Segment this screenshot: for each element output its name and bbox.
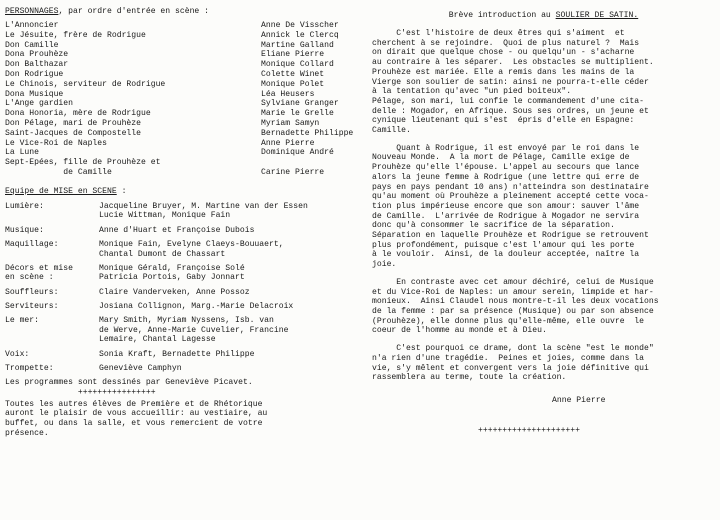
crew-heading-suffix: : [116,186,127,196]
crew-job: Voix: [5,349,30,359]
cast-role: Le Vice-Roi de Naples [5,138,107,148]
closing-note: Toutes les autres élèves de Première et de Rhétorique auront le plaisir de vous accueillir: au vestiaire, au buffet, ou dans la salle, et vous remercient de votre présence. [5,399,268,438]
cast-role: L'Annoncier [5,21,59,30]
crew-heading-title: Equipe de MISE en SCENE [5,186,117,196]
crew-row [5,302,360,312]
crew-row [5,288,360,298]
introduction-column [372,0,715,435]
cast-actor: Eliane Pierre [261,50,325,60]
cast-role: L'Ange gardien [5,99,73,109]
crew-row [5,364,360,374]
crew-row [5,264,360,283]
cast-row [5,129,360,139]
cast-role: Don Balthazar [5,60,69,70]
crew-job: Serviteurs: [5,301,59,311]
crew-names: Monique Gérald, Françoise Solé Patricia Portois, Gaby Jonnart [99,263,245,283]
introduction-title [372,11,715,21]
cast-actor: Monique Polet [261,79,325,89]
introduction-title-work: SOULIER DE SATIN. [555,11,639,20]
introduction-paragraph: C'est l'histoire de deux êtres qui s'aiment et cherchent à se rejoindre. Quoi de plus naturel ? Mais on dirait que quelque chose - ou quelqu'un - s'acharne au contraire à les séparer. Les obstacles se multiplient. Prouhèze est mariée. Elle a remis dans les mains de la Vierge son soulier de satin: ainsi ne pourra-t-elle céder à la tentation qu'avec "un pied boiteux". Pélage, son mari, lui confie le commandement d'une cita- delle : Mogador, en Afrique. Sous ses ordres, un jeune et cynique lieutenant qui s'est épris d'elle en Espagne: Camille. [372,29,654,136]
cast-role: Dona Honoria, mère de Rodrigue [5,109,151,119]
introduction-paragraph: C'est pourquoi ce drame, dont la scène "est le monde" n'a rien d'une tragédie. Peines et joies, comme dans la vie, s'y mêlent et convergent vers la joie définitive qui rassemblera au terme, toute la création. [372,344,654,383]
crew-names: Sonia Kraft, Bernadette Philippe [99,349,255,359]
separator-line: +++++++++++++++++++++ [478,425,580,435]
cast-row [5,70,360,80]
cast-role: Le Jésuite, frère de Rodrigue [5,30,146,40]
cast-row [5,148,360,158]
cast-row [5,31,360,41]
introduction-paragraph: En contraste avec cet amour déchiré, celui de Musique et du Vice-Roi de Naples: un amour serein, limpide et har- monieux. Ainsi Claudel nous montre-t-il les deux vocations de la femme : par sa présence (Musique) ou par son absence (Prouhèze), elle donne plus qu'elle-même, elle ouvre le coeur de l'homme au monde et à Dieu. [372,277,659,336]
cast-actor: Dominique André [261,148,334,158]
crew-names: Mary Smith, Myriam Nyssens, Isb. van de Werve, Anne-Marie Cuvelier, Francine Lemaire, Chantal Lagesse [99,316,289,345]
cast-row [5,139,360,149]
author-signature: Anne Pierre [552,395,606,405]
cast-row [5,60,360,70]
cast-actor: Anne Pierre [261,138,315,148]
cast-actor: Monique Collard [261,60,334,70]
crew-names: Geneviève Camphyn [99,363,182,373]
cast-and-crew-column [5,0,360,438]
cast-row [5,119,360,129]
crew-row [5,350,360,360]
cast-role: Don Rodrigue [5,69,64,79]
cast-row [5,168,360,178]
crew-names: Josiana Collignon, Marg.-Marie Delacroix [99,301,294,311]
crew-row [5,316,360,345]
crew-heading [5,187,360,198]
cast-actor: Léa Heusers [261,89,315,99]
separator-line: ++++++++++++++++ [5,387,156,397]
cast-role: Saint-Jacques de Compostelle [5,128,141,138]
cast-heading [5,7,360,18]
cast-actor: Myriam Samyn [261,118,320,128]
cast-heading-suffix: , par ordre d'entrée en scène : [58,7,210,16]
cast-role: Don Pélage, mari de Prouhèze [5,118,141,128]
cast-actor: Marie le Grelle [261,109,334,119]
cast-actor: Anne De Visscher [261,21,339,30]
crew-job: Musique: [5,225,44,235]
crew-list [5,202,360,374]
crew-row [5,240,360,259]
cast-role: de Camille [5,167,112,177]
cast-row [5,50,360,60]
cast-actor: Bernadette Philippe [261,128,354,138]
crew-row [5,202,360,221]
crew-job: Le mer: [5,316,39,326]
crew-job: Lumière: [5,201,44,211]
crew-job: Souffleurs: [5,287,59,297]
cast-row [5,109,360,119]
crew-names: Monique Fain, Evelyne Claeys-Bouuaert, Chantal Dumont de Chassart [99,239,284,259]
crew-names: Claire Vanderveken, Anne Possoz [99,287,250,297]
cast-row [5,80,360,90]
cast-role: La Lune [5,148,39,158]
cast-role: Dona Prouhèze [5,50,69,60]
cast-row [5,99,360,109]
cast-row [5,21,360,31]
cast-list [5,21,360,178]
cast-row [5,41,360,51]
programs-credit: Les programmes sont dessinés par Geneviève Picavet. [5,378,253,388]
crew-row [5,226,360,236]
introduction-paragraph: Quant à Rodrigue, il est envoyé par le roi dans le Nouveau Monde. A la mort de Pélage, Camille exige de Prouhèze qu'elle l'épouse. L'appel au secours que lance alors la jeune femme à Rodrigue (une lettre qui erre de pays en pays pendant 10 ans) n'atteindra son destinataire qu'au moment où Prouhèze a pleinement accepté cette voca- tion plus impérieuse encore que son amour: sauver l'âme de Camille. L'arrivée de Rodrigue à Mogador ne servira donc qu'à consommer le sacrifice de la séparation. Séparation en laquelle Prouhèze et Rodrigue se retrouvent plus profondément, puisque c'est l'amour qui les porte à le vouloir. Ainsi, de la douleur acceptée, naître la joie. [372,143,649,270]
cast-actor: Colette Winet [261,69,325,79]
introduction-title-prefix: Brève introduction au [448,11,556,20]
cast-actor: Carine Pierre [261,167,325,177]
crew-names: Jacqueline Bruyer, M. Martine van der Essen Lucie Wittman, Monique Fain [99,201,308,221]
crew-job: Maquillage: [5,239,59,249]
crew-job: Décors et mise en scène : [5,263,73,283]
cast-row [5,90,360,100]
cast-role: Sept-Epées, fille de Prouhèze et [5,158,161,168]
cast-role: Dona Musique [5,89,64,99]
cast-actor: Sylviane Granger [261,99,339,109]
crew-job: Trompette: [5,363,54,373]
cast-actor: Annick le Clercq [261,30,339,40]
crew-names: Anne d'Huart et Françoise Dubois [99,225,255,235]
cast-actor: Martine Galland [261,40,334,50]
cast-role: Don Camille [5,40,59,50]
cast-heading-title: PERSONNAGES [5,7,59,16]
cast-row [5,158,360,168]
cast-role: Le Chinois, serviteur de Rodrigue [5,79,166,89]
